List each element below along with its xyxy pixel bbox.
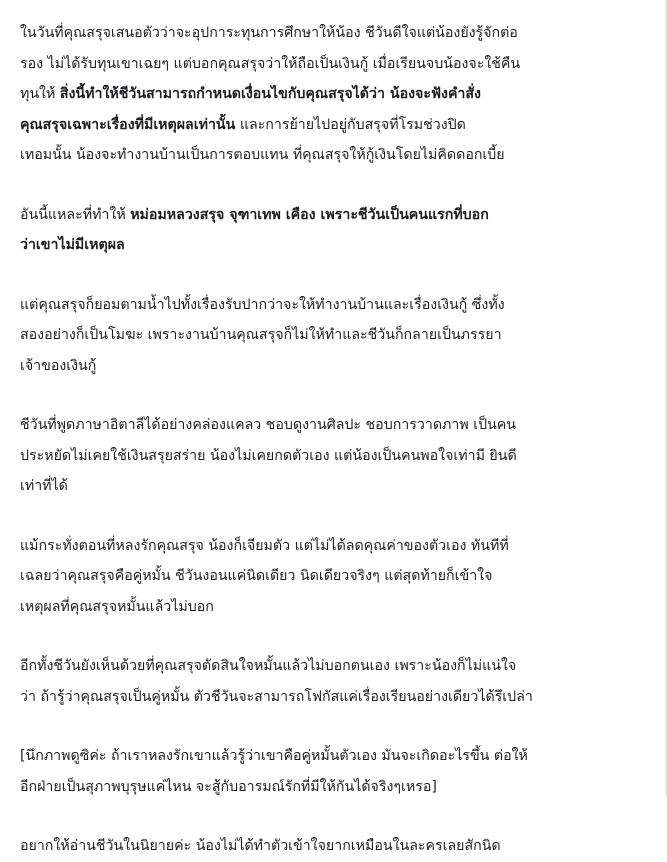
bold-text: คุณสรุจเฉพาะเรื่องที่มีเหตุผลเท่านั้น xyxy=(20,116,236,133)
text-segment: อีกทั้งชีวันยังเห็นด้วยที่คุณสรุจตัดสินใจหมั้นแล้วไม่บอกตนเอง เพราะน้องก็ไม่แน่ใจ xyxy=(20,658,517,674)
text-line xyxy=(20,471,657,502)
text-segment: สองอย่างก็เป็นโมฆะ เพราะงานบ้านคุณสรุจก็ไม่ให้ทำและชีวันก็กลายเป็นภรรยา xyxy=(20,327,502,343)
text-line xyxy=(20,741,657,772)
paragraph xyxy=(20,410,657,502)
text-line xyxy=(20,831,657,862)
bold-text: สิ่งนี้ทำให้ชีวันสามารถกำหนดเงื่อนไขกับคุณสรุจได้ว่า น้องจะฟังคำสั่ง xyxy=(59,86,481,102)
text-line xyxy=(20,18,657,49)
text-line xyxy=(20,200,657,231)
text-line xyxy=(20,682,657,713)
text-segment: [นึกภาพดูซิค่ะ ถ้าเราหลงรักเขาแล้วรู้ว่าเขาคือคู่หมั้นตัวเอง มันจะเกิดอะไรขึ้น ต่อให้ xyxy=(20,748,528,764)
text-segment: ว่า ถ้ารู้ว่าคุณสรุจเป็นคู่หมั้น ตัวชีวันจะสามารถโฟกัสแค่เรื่องเรียนอย่างเดียวได้รึเปล่า xyxy=(20,688,533,705)
text-line xyxy=(20,49,657,80)
text-line xyxy=(20,561,657,592)
text-segment: ประหยัดไม่เคยใช้เงินสรุยสร่าย น้องไม่เคยกดตัวเอง แต่น้องเป็นคนพอใจเท่ามี ยินดี xyxy=(20,447,517,464)
bold-text: หม่อมหลวงสรุจ จุฑาเทพ เคือง เพราะชีวันเป็นคนแรกที่บอก xyxy=(130,206,489,223)
text-segment: เฉลยว่าคุณสรุจคือคู่หมั้น ชีวันงอนแค่นิดเดียว นิดเดียวจริงๆ แต่สุดท้ายก็เข้าใจ xyxy=(20,568,493,584)
text-line xyxy=(20,592,657,623)
text-line xyxy=(20,320,657,351)
text-line xyxy=(20,140,657,171)
text-segment: เท่าที่ได้ xyxy=(20,478,68,494)
text-line xyxy=(20,79,657,110)
text-segment: อยากให้อ่านชีวันในนิยายค่ะ น้องไม่ได้ทำตัวเข้าใจยากเหมือนในละครเลยสักนิด xyxy=(20,838,501,854)
paragraph xyxy=(20,831,657,862)
text-segment: อันนี้แหละที่ทำให้ xyxy=(20,206,131,223)
text-segment: เหตุผลที่คุณสรุจหมั้นแล้วไม่บอก xyxy=(20,598,214,615)
text-segment: รอง ไม่ได้รับทุนเขาเฉยๆ แต่บอกคุณสรุจว่าให้ถือเป็นเงินกู้ เมื่อเรียนจบน้องจะใช้คืน xyxy=(20,55,521,72)
text-segment: ชีวันที่พูดภาษาอิตาลีได้อย่างคล่องแคลว ชอบดูงานศิลปะ ชอบการวาดภาพ เป็นคน xyxy=(20,417,516,433)
text-segment: เทอมนั้น น้องจะทำงานบ้านเป็นการตอบแทน ที่คุณสรุจให้กู้เงินโดยไม่คิดดอกเบี้ย xyxy=(20,147,505,163)
text-line xyxy=(20,441,657,472)
text-line xyxy=(20,351,657,382)
post-text xyxy=(20,18,657,862)
text-line xyxy=(20,410,657,441)
paragraph xyxy=(20,18,657,171)
text-segment: แต่คุณสรุจก็ยอมตามน้ำไปทั้งเรื่องรับปากว่าจะให้ทำงานบ้านและเรื่องเงินกู้ ซึ่งทั้ง xyxy=(20,296,505,313)
text-line xyxy=(20,230,657,261)
bold-text: ว่าเขาไม่มีเหตุผล xyxy=(20,237,125,253)
paragraph xyxy=(20,741,657,802)
paragraph xyxy=(20,200,657,261)
text-segment: ในวันที่คุณสรุจเสนอตัวว่าจะอุปการะทุนการศึกษาให้น้อง ชีวันดีใจแต่น้องยังรู้จักต่อ xyxy=(20,25,518,41)
text-line xyxy=(20,772,657,803)
text-line xyxy=(20,651,657,682)
text-segment: แม้กระทั่งตอนที่หลงรักคุณสรุจ น้องก็เจียมตัว แต่ไม่ได้ลดคุณค่าของตัวเอง ทันทีที่ xyxy=(20,537,509,554)
text-segment: ทุนให้ xyxy=(20,86,60,102)
text-segment: และการย้ายไปอยู่กับสรุจที่โรมช่วงปิด xyxy=(235,116,466,133)
text-line xyxy=(20,290,657,321)
text-line xyxy=(20,531,657,562)
paragraph xyxy=(20,531,657,623)
text-segment: เจ้าของเงินกู้ xyxy=(20,357,97,374)
paragraph xyxy=(20,290,657,382)
text-segment: อีกฝ่ายเป็นสุภาพบุรุษแค่ไหน จะสู้กับอารมณ์รักที่มีให้กันได้จริงๆเหรอ] xyxy=(20,778,437,795)
paragraph xyxy=(20,651,657,712)
text-line xyxy=(20,110,657,141)
